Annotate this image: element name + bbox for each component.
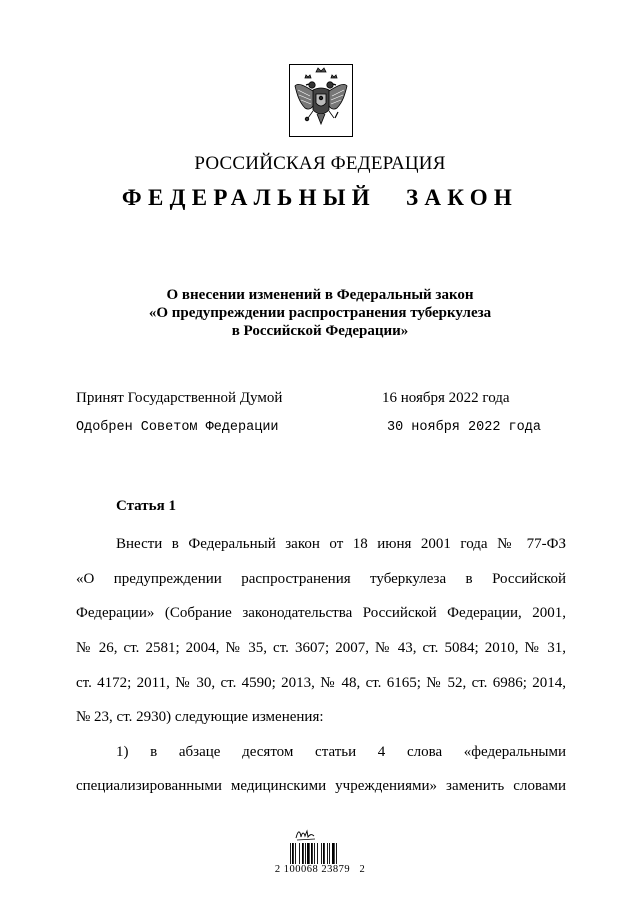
article-text-line: № 26, ст. 2581; 2004, № 35, ст. 3607; 2007, № 43, ст. 5084; 2010, № 31,: [76, 640, 566, 656]
article-text-line: Внести в Федеральный закон от 18 июня 2001 года № 77-ФЗ: [116, 536, 566, 552]
adoption-row-duma: [76, 390, 546, 412]
law-title-line: «О предупреждении распространения туберкулеза: [148, 305, 492, 321]
country-name: РОССИЙСКАЯ ФЕДЕРАЦИЯ: [194, 153, 446, 174]
barcode-icon: [289, 843, 353, 864]
article-text-line: специализированными медицинскими учреждениями» заменить словами: [76, 778, 566, 794]
article-text-line: «О предупреждении распространения туберкулеза в Российской: [76, 571, 566, 587]
law-title: [0, 286, 640, 340]
article-text-line: 1) в абзаце десятом статьи 4 слова «федеральными: [116, 744, 566, 760]
adoption-label: Одобрен Советом Федерации: [76, 420, 279, 435]
russian-coat-of-arms-icon: [289, 64, 353, 137]
article-heading: Статья 1: [116, 498, 176, 514]
law-type-heading: ФЕДЕРАЛЬНЫЙ ЗАКОН: [121, 185, 519, 210]
adoption-date: 30 ноября 2022 года: [387, 420, 541, 435]
adoption-date: 16 ноября 2022 года: [382, 390, 510, 406]
article-text-line: ст. 4172; 2011, № 30, ст. 4590; 2013, № 48, ст. 6165; № 52, ст. 6986; 2014,: [76, 675, 566, 691]
handwritten-stamp-icon: [294, 828, 318, 842]
law-title-line: О внесении изменений в Федеральный закон: [166, 287, 474, 303]
law-title-line: в Российской Федерации»: [231, 323, 409, 339]
barcode-number: 2 100068 23879 2: [274, 864, 366, 875]
adoption-row-council: [76, 420, 546, 442]
article-text-line: Федерации» (Собрание законодательства Российской Федерации, 2001,: [76, 605, 566, 621]
adoption-label: Принят Государственной Думой: [76, 390, 283, 406]
article-text-line: № 23, ст. 2930) следующие изменения:: [76, 709, 324, 725]
